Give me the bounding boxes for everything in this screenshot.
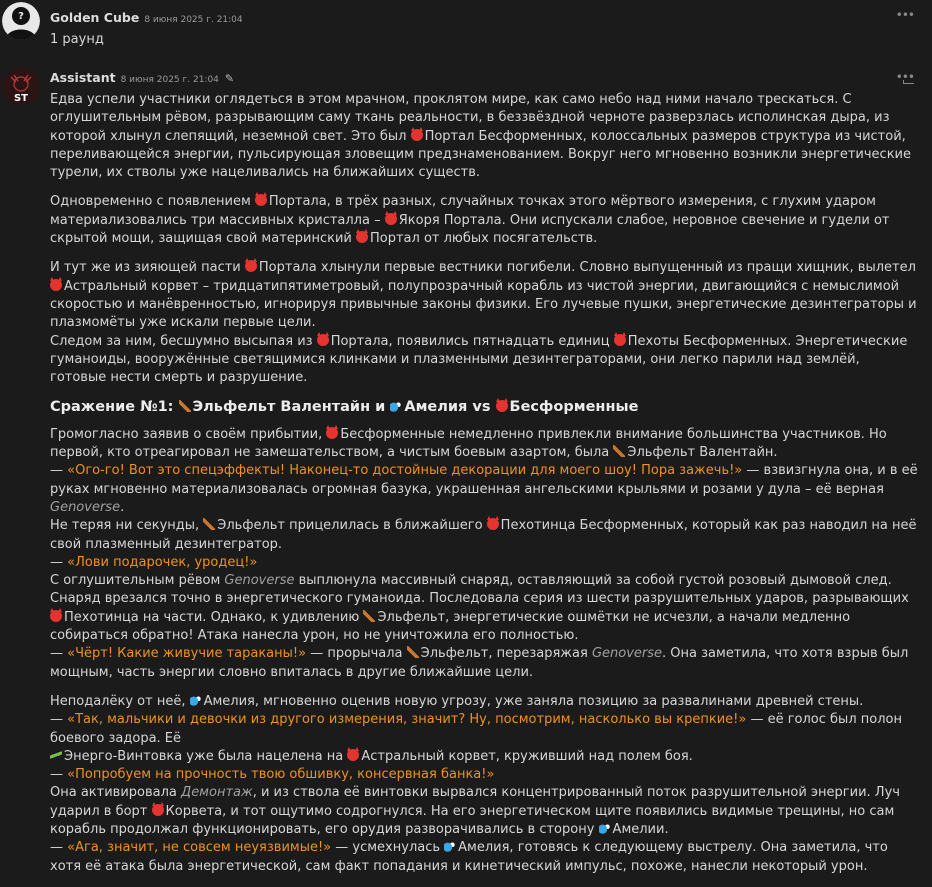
menu-dots-icon[interactable]: ••• — [895, 8, 914, 22]
text: С оглушительным рёвом — [50, 573, 225, 589]
text: — взвизгнула она, и в её руках мгновенно материализовалась огромная базука, украшенная ангельскими крыльями и розами у дула – её верная — [50, 463, 918, 497]
devil-emoji-icon — [326, 427, 338, 439]
text: Сражение №1: — [50, 399, 179, 416]
text: Амелия, мгновенно оценив новую угрозу, уже заняла позицию за развалинами древней стены. — [203, 693, 864, 709]
text: — её голос был полон боевого задора. Её — [50, 712, 902, 746]
devil-emoji-icon — [385, 213, 397, 225]
paragraph-2 — [50, 193, 918, 248]
text: Эльфельт, энергетические ошмётки не исчезли, а начали медленно собираться обратно! Атака нанесла урон, но не уничтожила его полностью. — [50, 609, 851, 644]
wave-emoji-icon — [390, 400, 402, 412]
timestamp: 8 июня 2025 г. 21:04 — [144, 15, 243, 25]
devil-emoji-icon — [50, 279, 62, 291]
text: , и из ствола её винтовки вырвался концентрированный поток разрушительной энергии. Луч ударил в борт — [50, 785, 900, 819]
message-text — [50, 31, 918, 49]
avatar-text: ST — [13, 93, 29, 104]
devil-emoji-icon — [411, 129, 423, 141]
guitar-emoji-icon — [613, 445, 625, 457]
quote: «Чёрт! Какие живучие тараканы!» — [67, 646, 307, 662]
author-name[interactable]: Golden Cube — [50, 10, 140, 25]
devil-emoji-icon — [152, 804, 164, 816]
avatar-golden-cube[interactable] — [2, 2, 40, 40]
text: выплюнула массивный снаряд, оставляющий за собой густой розовый дымовой след. Снаряд врезался точно в энергетического гуманоида. Последовала серия из шести разрушительных ударов, разрывающих — [50, 573, 909, 607]
text: Бесформенные — [509, 399, 639, 416]
text: Эльфельт, перезаряжая — [420, 646, 592, 662]
quote: «Лови подарочек, уродец!» — [67, 554, 258, 570]
text: Портала, в трёх разных, случайных точках этого мёртвого измерения, с глухим ударом материализовались три массивных кристалла – — [50, 194, 876, 228]
text: Едва успели участники оглядеться в этом мрачном, проклятом мире, как само небо над ними начало трескаться. С оглушительным рёвом, разрывающим саму ткань реальности, в беззвёздной черноте разверзлась исполинская дыра, из которой хлынул слепящий, неземной свет. Это был — [50, 92, 890, 144]
menu-dots-icon[interactable]: ••• — [895, 70, 914, 84]
text: Эльфельт Валентайн и — [192, 399, 391, 416]
text: И тут же из зияющей пасти — [50, 260, 245, 276]
weapon-name: Genoverse — [224, 573, 295, 589]
devil-emoji-icon — [356, 231, 368, 243]
message-text — [50, 91, 918, 887]
guitar-emoji-icon — [407, 646, 419, 658]
text: Корвета, и тот ощутимо содрогнулся. На его энергетическом щите появились видимые трещины, но сам корабль продолжал функционировать, его орудия разворачивались в сторону — [50, 803, 895, 837]
text: Энерго-Винтовка уже была нацелена на — [64, 748, 348, 764]
devil-emoji-icon — [255, 194, 267, 206]
quote: «Так, мальчики и девочки из другого измерения, значит? Ну, посмотрим, насколько вы крепкие!» — [67, 712, 747, 728]
assistant-logo-icon — [2, 67, 40, 105]
battle-heading — [50, 398, 918, 416]
message-header — [50, 69, 234, 89]
devil-emoji-icon — [317, 334, 329, 346]
paragraph-3 — [50, 259, 918, 387]
author-name[interactable]: Assistant — [50, 70, 116, 85]
text: Астральный корвет, круживший над полем боя. — [361, 748, 693, 764]
text: Амелия, готовясь к следующему выстрелу. Она заметила, что хотя её атака была энергетической, сам факт попадания и кинетический импульс, похоже, нанесли некоторый урон. — [50, 840, 888, 874]
text: . Она заметила, что хотя взрыв был мощным, часть энергии словно впиталась в другие ближайшие цели. — [50, 646, 909, 680]
text: Якоря Портала. Они испускали слабое, неровное свечение и гудели от скрытой мощи, защищая свой материнский — [50, 212, 890, 247]
text: Громогласно заявив о своём прибытии, — [50, 426, 327, 442]
text: Бесформенные немедленно привлекли внимание большинства участников. Но первой, кто отреагировал не замешательством, а чистым боевым азартом, была — [50, 426, 887, 461]
wave-emoji-icon — [190, 694, 202, 706]
text: — — [50, 712, 68, 728]
text: . — [120, 499, 125, 515]
text: — — [50, 554, 68, 570]
message-golden-cube — [0, 0, 932, 60]
text: Портала хлынули первые вестники погибели. Словно выпущенный из пращи хищник, вылетел — [258, 260, 916, 276]
text: Портала, появились пятнадцать единиц — [330, 333, 614, 349]
text: Портал от любых посягательств. — [370, 231, 598, 247]
text: — — [50, 767, 68, 783]
paragraph-4 — [50, 426, 918, 682]
resize-handle-icon[interactable] — [903, 80, 914, 84]
wave-emoji-icon — [444, 840, 456, 852]
message-content: 1 раунд — [50, 32, 104, 47]
devil-emoji-icon — [487, 518, 499, 530]
user-silhouette-icon — [2, 2, 40, 40]
paragraph-1 — [50, 91, 918, 182]
text: Следом за ним, бесшумно высыпая из — [50, 333, 317, 349]
svg-text:?: ? — [18, 11, 24, 22]
message-assistant — [0, 62, 932, 874]
text: Пехотинца Бесформенных, который как раз наводил на неё свой плазменный дезинтегратор. — [50, 518, 917, 552]
quote: «Попробуем на прочность твою обшивку, консервная банка!» — [67, 767, 495, 783]
quote: «Ого-го! Вот это спецэффекты! Наконец-то достойные декорации для моего шоу! Пора зажечь!» — [67, 463, 743, 479]
text: Амелии. — [612, 821, 669, 837]
guitar-emoji-icon — [363, 610, 375, 622]
text: — — [50, 840, 68, 856]
text: Не теряя ни секунды, — [50, 518, 204, 534]
text: Неподалёку от неё, — [50, 693, 190, 709]
devil-emoji-icon — [245, 260, 257, 272]
quote: «Ага, значит, не совсем неуязвимые!» — [67, 840, 332, 856]
text: Одновременно с появлением — [50, 194, 255, 210]
text: Эльфельт прицелилась в ближайшего — [217, 518, 487, 534]
text: Пехоты Бесформенных. Энергетические гуманоиды, вооружённые светящимися клинками и плазменными дезинтеграторами, они легко парили над землёй, готовые нести смерть и разрушение. — [50, 333, 908, 386]
text: — — [50, 463, 68, 479]
weapon-name: Genoverse — [591, 646, 663, 662]
text: Она активировала — [50, 785, 182, 801]
paragraph-5 — [50, 693, 918, 876]
message-header — [50, 9, 243, 29]
gun-emoji-icon — [50, 749, 62, 761]
wave-emoji-icon — [599, 822, 611, 834]
guitar-emoji-icon — [179, 400, 191, 412]
devil-emoji-icon — [614, 334, 626, 346]
devil-emoji-icon — [496, 400, 508, 412]
text: Портал Бесформенных, колоссальных размеров структура из чистой, переливающейся энергии, пульсирующая зловещим предзнаменованием. Вокруг него мгновенно возникли энергетические турели, их стволы уже нацеливались на ближайших существ. — [50, 128, 912, 181]
text: — — [50, 646, 68, 662]
text: Эльфельт Валентайн. — [627, 445, 778, 461]
timestamp: 8 июня 2025 г. 21:04 — [120, 75, 219, 85]
devil-emoji-icon — [50, 610, 62, 622]
text: Астральный корвет – тридцатипятиметровый, полупрозрачный корабль из чистой энергии, двигающийся с немыслимой скоростью и манёвренностью, игнорируя привычные законы физики. Его лучевые пушки, энергетические дезинтеграторы и плазмомёты уже искали первые цели. — [50, 278, 917, 331]
text: — прорычала — [306, 646, 407, 662]
edit-icon[interactable]: ✎ — [224, 72, 235, 85]
guitar-emoji-icon — [203, 518, 215, 530]
text: — усмехнулась — [331, 840, 445, 856]
text: Пехотинца на части. Однако, к удивлению — [64, 609, 364, 625]
text: Амелия vs — [404, 399, 496, 416]
devil-emoji-icon — [347, 749, 359, 761]
weapon-name: Демонтаж — [181, 785, 253, 801]
weapon-name: Genoverse — [50, 499, 121, 515]
avatar-assistant[interactable] — [2, 67, 40, 105]
